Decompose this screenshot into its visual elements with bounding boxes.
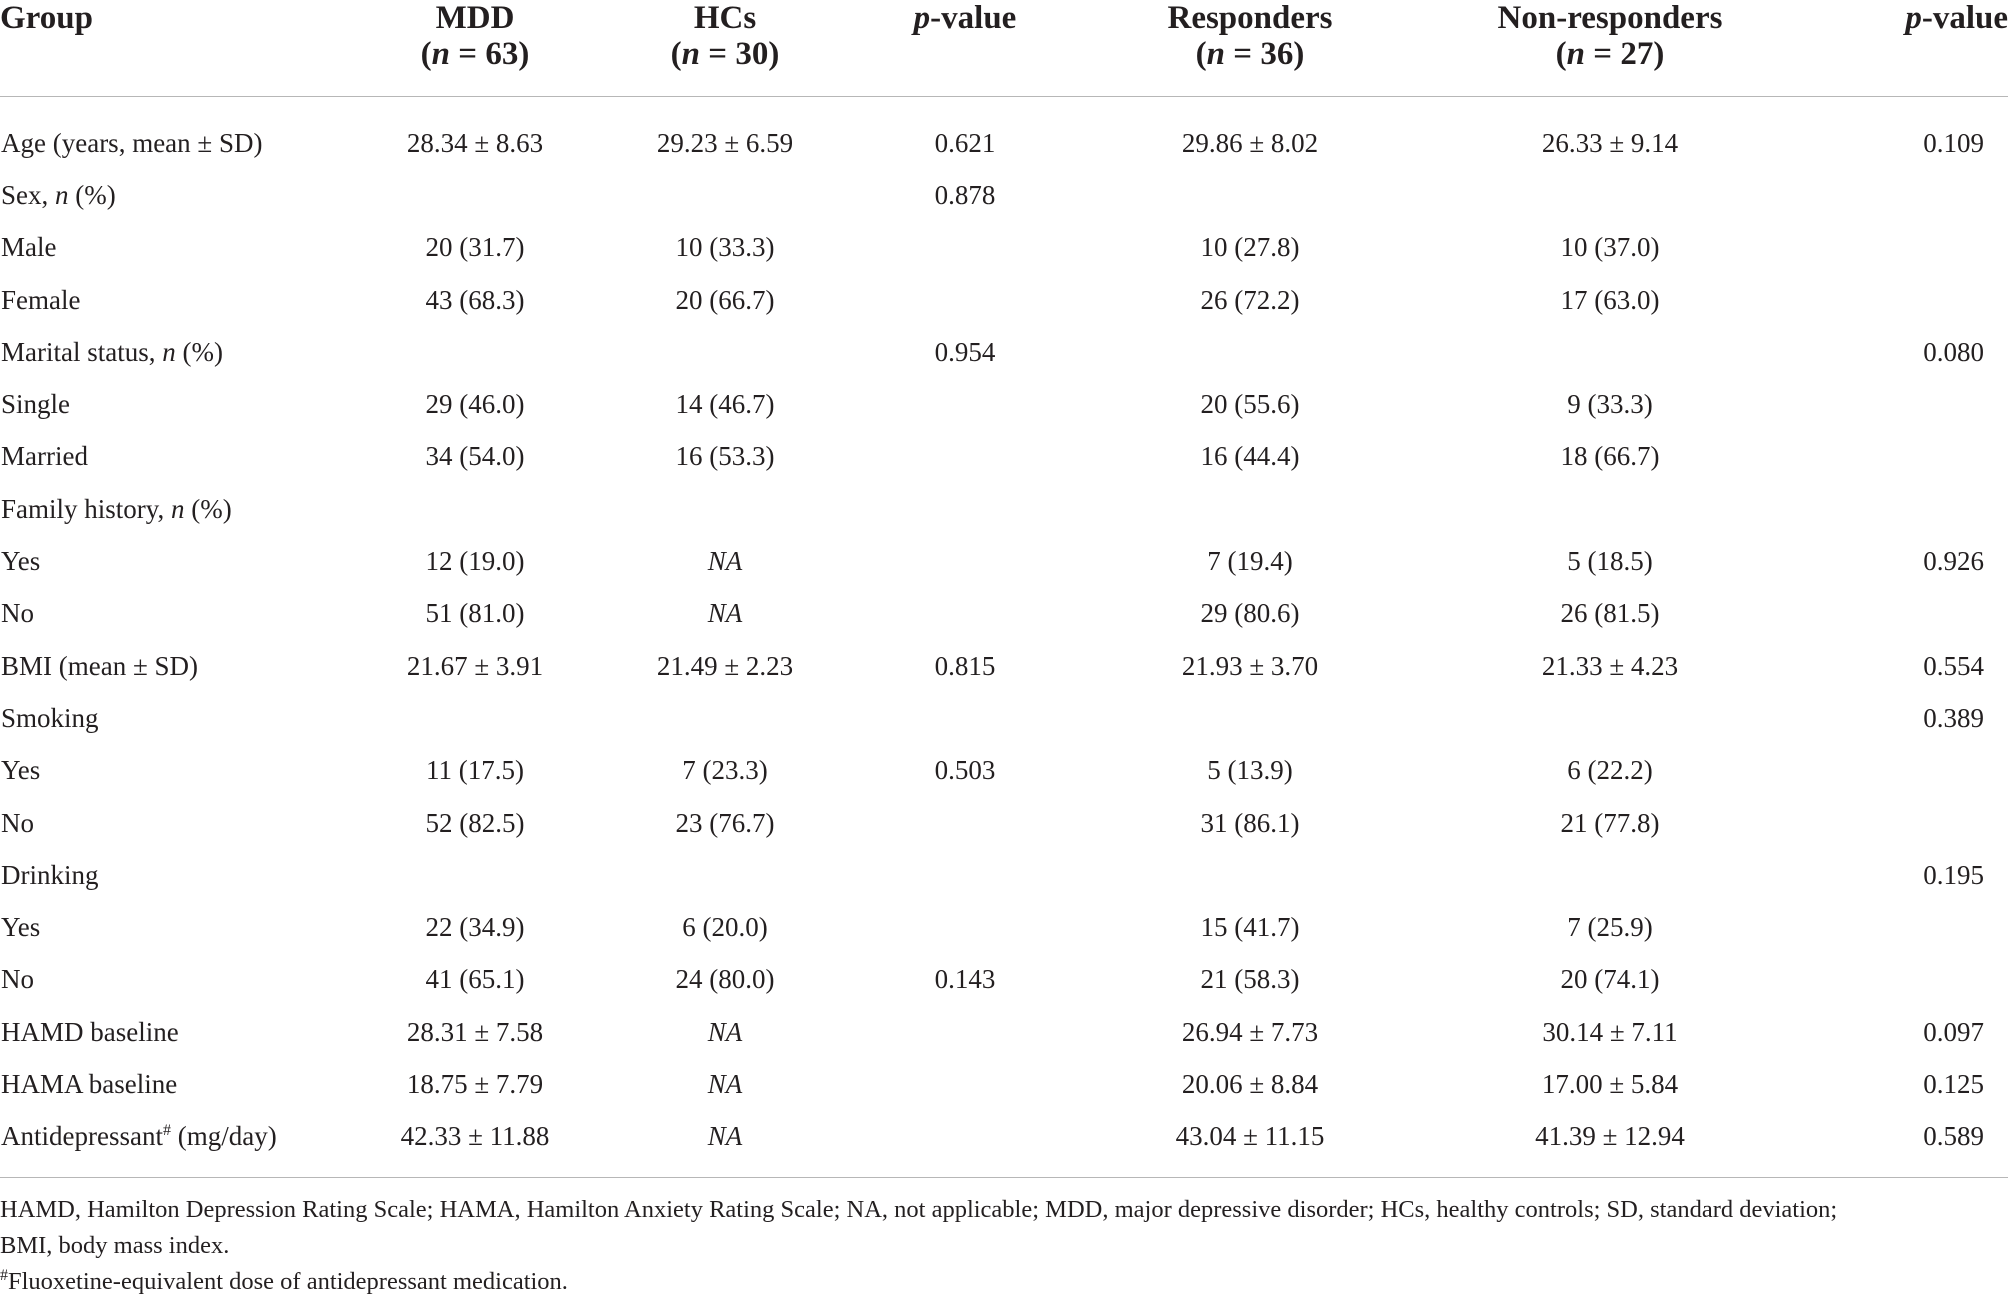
header-responders [1070, 0, 1430, 97]
cell-p2: 0.125 [1923, 1068, 1984, 1099]
row-label: Single [1, 389, 71, 420]
cell-resp: 10 (27.8) [1200, 232, 1300, 263]
cell-p2: 0.589 [1923, 1121, 1984, 1152]
cell-p2 [1790, 483, 2008, 535]
cell-mdd: 11 (17.5) [426, 755, 524, 786]
row-label: Marital status, n (%) [1, 336, 223, 367]
cell-hc [590, 169, 860, 221]
cell-resp: 26.94 ± 7.73 [1181, 1016, 1319, 1047]
cell-mdd: 42.33 ± 11.88 [400, 1121, 550, 1152]
row-label: Sex, n (%) [1, 179, 116, 210]
cell-p2 [1790, 274, 2008, 326]
cell-p2: 0.389 [1923, 702, 1984, 733]
cell-mdd [360, 169, 590, 221]
table-header-row [0, 0, 2008, 97]
table-row [0, 797, 2008, 849]
cell-p1 [860, 483, 1070, 535]
header-hcs [590, 0, 860, 97]
cell-resp: 21 (58.3) [1200, 964, 1300, 995]
cell-mdd: 43 (68.3) [425, 284, 525, 315]
header-non-responders-n: (n = 27) [1555, 36, 1665, 72]
row-label: Married [1, 441, 88, 472]
footer-divider [0, 1177, 2008, 1178]
cell-nonresp: 10 (37.0) [1560, 232, 1660, 263]
cell-p2 [1790, 222, 2008, 274]
cell-nonresp [1430, 692, 1790, 744]
cell-p2 [1790, 901, 2008, 953]
cell-hc [590, 692, 860, 744]
cell-hc: 10 (33.3) [675, 232, 775, 263]
cell-nonresp: 17 (63.0) [1560, 284, 1660, 315]
cell-resp: 43.04 ± 11.15 [1175, 1121, 1325, 1152]
cell-p1 [860, 1058, 1070, 1110]
row-label: Family history, n (%) [1, 493, 232, 524]
cell-p1: 0.954 [934, 336, 996, 367]
row-label: Antidepressant# (mg/day) [1, 1121, 277, 1152]
table-row [0, 483, 2008, 535]
cell-p2: 0.109 [1923, 127, 1984, 158]
cell-p1: 0.815 [934, 650, 996, 681]
header-hcs-title: HCs [693, 0, 757, 36]
cell-p2 [1790, 169, 2008, 221]
cell-mdd [360, 326, 590, 378]
row-label: Yes [1, 546, 41, 577]
cell-resp [1070, 849, 1430, 901]
header-p-value-2: p-value [1905, 0, 2008, 36]
cell-nonresp: 21 (77.8) [1560, 807, 1660, 838]
cell-nonresp: 17.00 ± 5.84 [1541, 1068, 1679, 1099]
cell-resp: 31 (86.1) [1200, 807, 1300, 838]
cell-mdd: 20 (31.7) [425, 232, 525, 263]
cell-p2 [1790, 431, 2008, 483]
table-body [0, 97, 2008, 1163]
cell-resp [1070, 483, 1430, 535]
header-responders-title: Responders [1167, 0, 1333, 36]
cell-p2 [1790, 797, 2008, 849]
cell-nonresp [1430, 326, 1790, 378]
cell-resp: 21.93 ± 3.70 [1181, 650, 1319, 681]
cell-resp: 5 (13.9) [1207, 755, 1293, 786]
cell-mdd: 18.75 ± 7.79 [406, 1068, 544, 1099]
cell-mdd: 21.67 ± 3.91 [406, 650, 544, 681]
cell-resp: 20 (55.6) [1200, 389, 1300, 420]
cell-nonresp: 26.33 ± 9.14 [1541, 127, 1679, 158]
cell-p2 [1790, 588, 2008, 640]
header-group: Group [0, 0, 93, 36]
cell-resp: 29.86 ± 8.02 [1181, 127, 1319, 158]
row-label: Male [1, 232, 57, 263]
table-row [0, 1058, 2008, 1110]
cell-nonresp: 6 (22.2) [1567, 755, 1653, 786]
cell-nonresp [1430, 169, 1790, 221]
table-row [0, 1006, 2008, 1058]
cell-p1 [860, 588, 1070, 640]
cell-mdd [360, 849, 590, 901]
table-row [0, 169, 2008, 221]
cell-resp: 7 (19.4) [1207, 546, 1293, 577]
cell-mdd: 51 (81.0) [425, 598, 525, 629]
cell-nonresp: 9 (33.3) [1567, 389, 1653, 420]
cell-p1: 0.503 [934, 755, 996, 786]
cell-hc: NA [707, 546, 743, 577]
cell-hc: 20 (66.7) [675, 284, 775, 315]
row-label: No [1, 964, 34, 995]
table-row [0, 326, 2008, 378]
table-row [0, 378, 2008, 430]
cell-p1 [860, 378, 1070, 430]
cell-nonresp: 20 (74.1) [1560, 964, 1660, 995]
cell-p1 [860, 1006, 1070, 1058]
cell-p2: 0.080 [1923, 336, 1984, 367]
cell-p1 [860, 797, 1070, 849]
cell-nonresp [1430, 483, 1790, 535]
row-label: No [1, 807, 34, 838]
cell-p2 [1790, 954, 2008, 1006]
row-label: Age (years, mean ± SD) [1, 127, 263, 158]
table-row [0, 901, 2008, 953]
cell-resp: 16 (44.4) [1200, 441, 1300, 472]
header-mdd-title: MDD [435, 0, 515, 36]
table-row [0, 640, 2008, 692]
cell-hc: 29.23 ± 6.59 [656, 127, 794, 158]
cell-hc: NA [707, 598, 743, 629]
cell-nonresp: 5 (18.5) [1567, 546, 1653, 577]
cell-resp [1070, 692, 1430, 744]
cell-hc [590, 483, 860, 535]
table-row [0, 222, 2008, 274]
cell-nonresp: 21.33 ± 4.23 [1541, 650, 1679, 681]
row-label: Female [1, 284, 81, 315]
row-label: HAMD baseline [1, 1016, 179, 1047]
cell-mdd: 22 (34.9) [425, 912, 525, 943]
cell-hc: NA [707, 1068, 743, 1099]
cell-hc: 14 (46.7) [675, 389, 775, 420]
header-p-value-1: p-value [913, 0, 1017, 36]
cell-nonresp: 18 (66.7) [1560, 441, 1660, 472]
cell-mdd: 12 (19.0) [425, 546, 525, 577]
row-label: HAMA baseline [1, 1068, 178, 1099]
cell-mdd [360, 692, 590, 744]
cell-mdd: 41 (65.1) [425, 964, 525, 995]
table-row [0, 954, 2008, 1006]
cell-resp: 15 (41.7) [1200, 912, 1300, 943]
cell-p1 [860, 274, 1070, 326]
cell-hc: 6 (20.0) [682, 912, 768, 943]
cell-p1: 0.878 [934, 179, 996, 210]
cell-p2 [1790, 745, 2008, 797]
cell-p1 [860, 1111, 1070, 1163]
row-label: Smoking [1, 702, 99, 733]
cell-p2 [1790, 378, 2008, 430]
table-row [0, 1111, 2008, 1163]
table-row [0, 431, 2008, 483]
table-row [0, 535, 2008, 587]
cell-resp [1070, 169, 1430, 221]
cell-mdd: 28.34 ± 8.63 [406, 127, 544, 158]
cell-mdd: 29 (46.0) [425, 389, 525, 420]
cell-resp [1070, 326, 1430, 378]
cell-p2: 0.554 [1923, 650, 1984, 681]
footnote-abbreviations-2: BMI, body mass index. [0, 1232, 230, 1259]
cell-p1: 0.621 [934, 127, 996, 158]
cell-hc: 7 (23.3) [682, 755, 768, 786]
cell-nonresp: 7 (25.9) [1567, 912, 1653, 943]
table-row [0, 692, 2008, 744]
row-label: Yes [1, 755, 41, 786]
footnote-dose-note: #Fluoxetine-equivalent dose of antidepressant medication. [0, 1266, 568, 1295]
row-label: No [1, 598, 34, 629]
cell-resp: 20.06 ± 8.84 [1181, 1068, 1319, 1099]
cell-hc [590, 849, 860, 901]
table-row [0, 117, 2008, 169]
cell-mdd [360, 483, 590, 535]
cell-hc: NA [707, 1121, 743, 1152]
header-responders-n: (n = 36) [1195, 36, 1305, 72]
cell-p2: 0.926 [1923, 546, 1984, 577]
cell-p1 [860, 901, 1070, 953]
cell-p1: 0.143 [934, 964, 996, 995]
cell-hc: NA [707, 1016, 743, 1047]
header-mdd [360, 0, 590, 97]
cell-resp: 29 (80.6) [1200, 598, 1300, 629]
cell-p2: 0.097 [1923, 1016, 1984, 1047]
cell-nonresp: 30.14 ± 7.11 [1542, 1016, 1678, 1047]
header-non-responders-title: Non-responders [1497, 0, 1723, 36]
cell-nonresp: 41.39 ± 12.94 [1535, 1121, 1685, 1152]
row-label: Yes [1, 912, 41, 943]
footnote-abbreviations-1: HAMD, Hamilton Depression Rating Scale; HAMA, Hamilton Anxiety Rating Scale; NA, not applicable; MDD, major depressive disorder; HCs, healthy controls; SD, standard deviation; [0, 1196, 1838, 1223]
table-row [0, 274, 2008, 326]
cell-p1 [860, 222, 1070, 274]
cell-p1 [860, 849, 1070, 901]
cell-mdd: 52 (82.5) [425, 807, 525, 838]
cell-hc: 16 (53.3) [675, 441, 775, 472]
footnotes [0, 1192, 2008, 1300]
cell-hc: 24 (80.0) [675, 964, 775, 995]
cell-mdd: 28.31 ± 7.58 [406, 1016, 544, 1047]
cell-hc: 21.49 ± 2.23 [656, 650, 794, 681]
cell-p2: 0.195 [1923, 859, 1984, 890]
cell-p1 [860, 692, 1070, 744]
cell-nonresp: 26 (81.5) [1560, 598, 1660, 629]
header-hcs-n: (n = 30) [670, 36, 780, 72]
row-label: BMI (mean ± SD) [1, 650, 199, 681]
header-mdd-n: (n = 63) [420, 36, 530, 72]
cell-p1 [860, 535, 1070, 587]
table-row [0, 588, 2008, 640]
cell-mdd: 34 (54.0) [425, 441, 525, 472]
table-row [0, 745, 2008, 797]
cell-p1 [860, 431, 1070, 483]
header-non-responders [1430, 0, 1790, 97]
cell-resp: 26 (72.2) [1200, 284, 1300, 315]
row-label: Drinking [1, 859, 99, 890]
cell-nonresp [1430, 849, 1790, 901]
cell-hc [590, 326, 860, 378]
table-row [0, 849, 2008, 901]
cell-hc: 23 (76.7) [675, 807, 775, 838]
